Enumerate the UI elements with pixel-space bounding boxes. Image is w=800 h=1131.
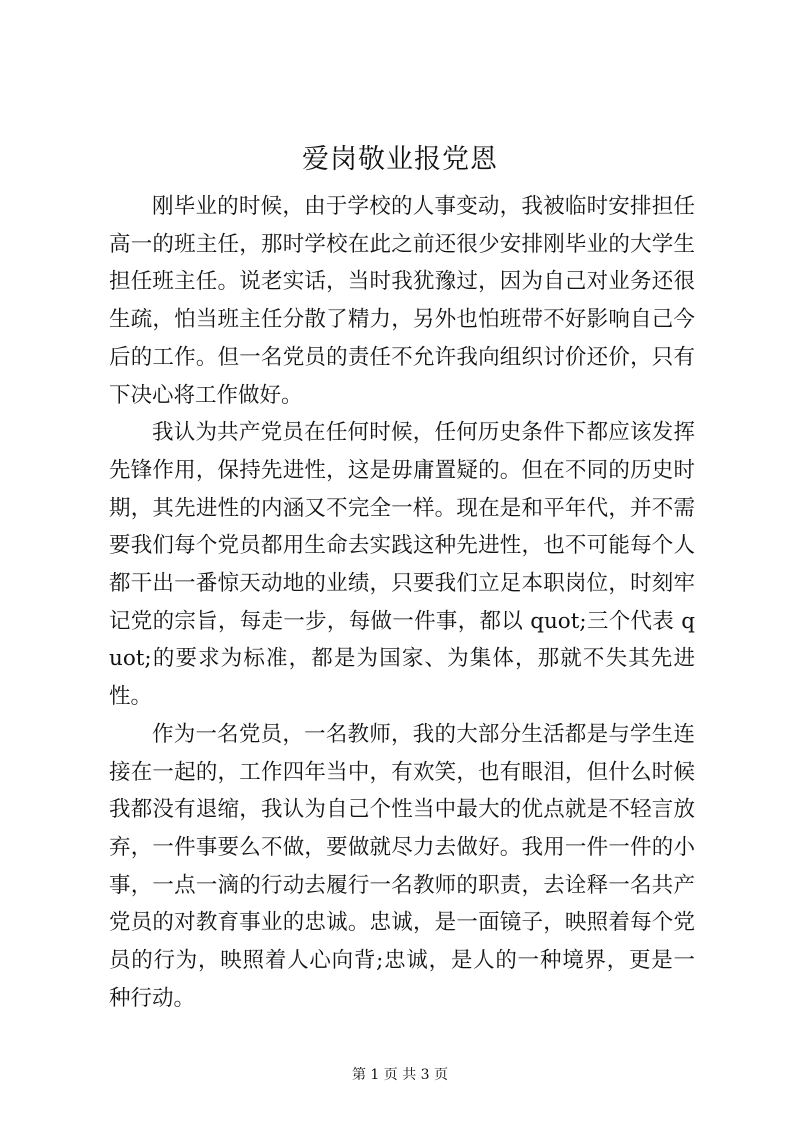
document-body	[109, 188, 695, 1017]
paragraph-2: 我认为共产党员在任何时候，任何历史条件下都应该发挥先锋作用，保持先进性，这是毋庸置疑的。但在不同的历史时期，其先进性的内涵又不完全一样。现在是和平年代，并不需要我们每个党员都用生命去实践这种先进性，也不可能每个人都干出一番惊天动地的业绩，只要我们立足本职岗位，时刻牢记党的宗旨，每走一步，每做一件事，都以 quot;三个代表 quot;的要求为标准，都是为国家、为集体，那就不失其先进性。	[109, 420, 695, 710]
paragraph-3: 作为一名党员，一名教师，我的大部分生活都是与学生连接在一起的，工作四年当中，有欢笑，也有眼泪，但什么时候我都没有退缩，我认为自己个性当中最大的优点就是不轻言放弃，一件事要么不做，要做就尽力去做好。我用一件一件的小事，一点一滴的行动去履行一名教师的职责，去诠释一名共产党员的对教育事业的忠诚。忠诚，是一面镜子，映照着每个党员的行为，映照着人心向背;忠诚，是人的一种境界，更是一种行动。	[109, 721, 695, 1011]
paragraph-1: 刚毕业的时候，由于学校的人事变动，我被临时安排担任高一的班主任，那时学校在此之前还很少安排刚毕业的大学生担任班主任。说老实话，当时我犹豫过，因为自己对业务还很生疏，怕当班主任分散了精力，另外也怕班带不好影响自己今后的工作。但一名党员的责任不允许我向组织讨价还价，只有下决心将工作做好。	[109, 194, 695, 408]
document-title: 爱岗敬业报党恩	[302, 144, 498, 175]
page-footer: 第 1 页 共 3 页	[351, 1067, 449, 1083]
